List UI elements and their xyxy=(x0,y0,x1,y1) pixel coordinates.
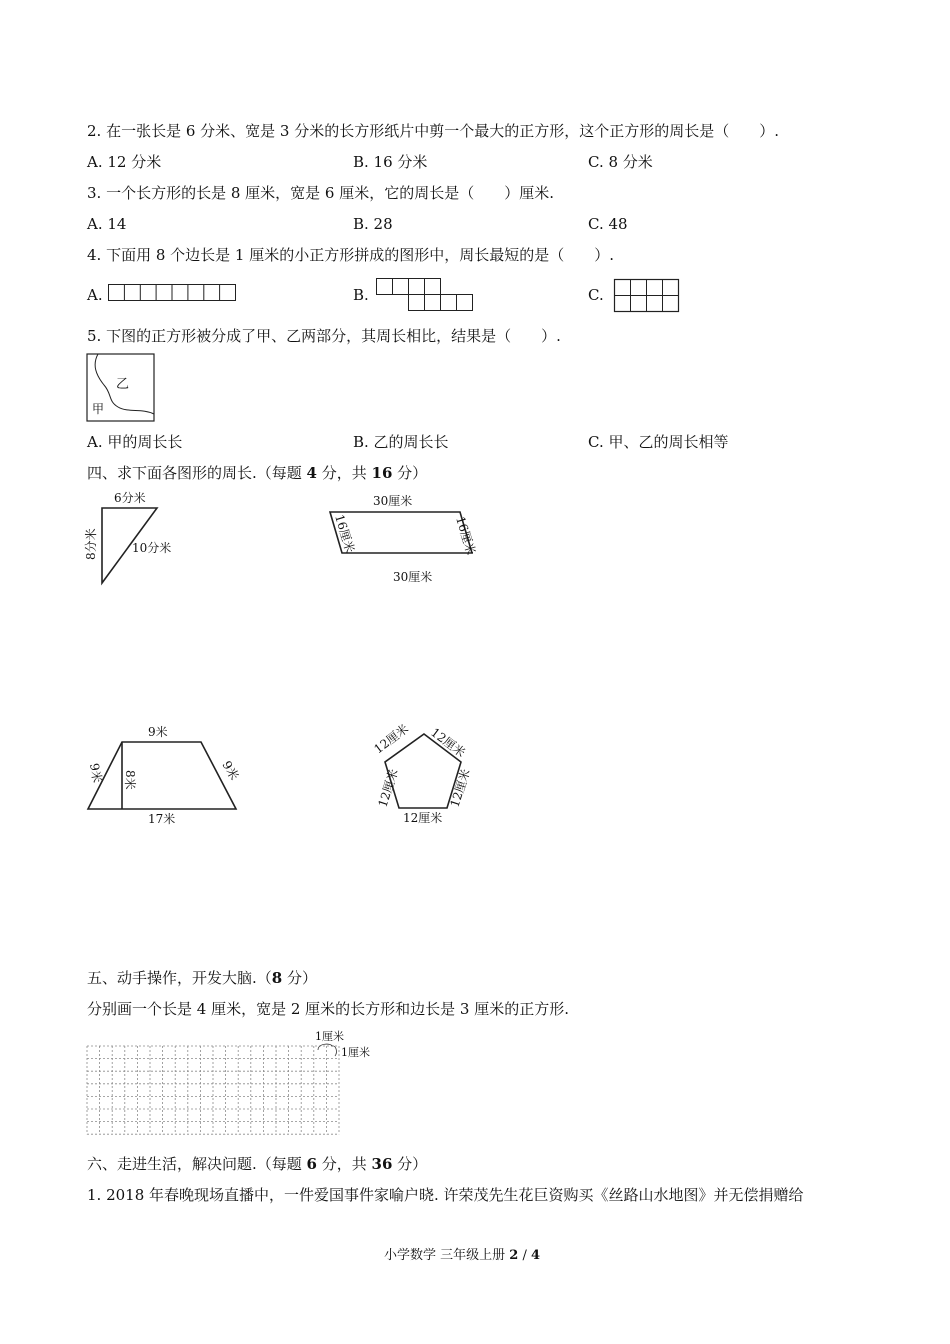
trapezoid-figure xyxy=(80,722,250,828)
triangle-hyp-label: 10分米 xyxy=(132,541,172,555)
q5-option-c: C. 甲、乙的周长相等 xyxy=(588,433,729,451)
q3-option-a: A. 14 xyxy=(87,215,127,233)
pentagon-l-label: 12厘米 xyxy=(375,767,401,809)
q2-option-c: C. 8 分米 xyxy=(588,153,653,171)
q4-option-a: A. xyxy=(87,286,103,304)
trapezoid-left-label: 9米 xyxy=(87,762,105,784)
trapezoid-right-label: 9米 xyxy=(219,758,242,783)
q4-stem: 4. 下面用 8 个边长是 1 厘米的小正方形拼成的图形中，周长最短的是（ ）. xyxy=(87,246,615,264)
q4-option-c: C. xyxy=(588,286,604,304)
pentagon-tl-label: 12厘米 xyxy=(371,721,412,757)
q4-option-b: B. xyxy=(353,286,369,304)
section5-instruction: 分别画一个长是 4 厘米，宽是 2 厘米的长方形和边长是 3 厘米的正方形. xyxy=(87,1000,570,1018)
triangle-left-label: 8分米 xyxy=(84,528,98,560)
q4-figure-a xyxy=(108,284,236,302)
q2-option-b: B. 16 分米 xyxy=(353,153,428,171)
q5-label-jia: 甲 xyxy=(92,402,105,416)
trapezoid-height-label: 8米 xyxy=(123,770,137,790)
drawing-grid xyxy=(86,1028,386,1143)
grid-label-side: 1厘米 xyxy=(341,1046,370,1059)
parallelogram-left-label: 16厘米 xyxy=(332,512,358,555)
section6-title: 六、走进生活，解决问题.（每题 6 分，共 36 分） xyxy=(87,1155,428,1173)
q3-stem: 3. 一个长方形的长是 8 厘米，宽是 6 厘米，它的周长是（ ）厘米. xyxy=(87,184,555,202)
q5-option-a: A. 甲的周长长 xyxy=(87,433,183,451)
trapezoid-top-label: 9米 xyxy=(148,725,168,739)
q5-option-b: B. 乙的周长长 xyxy=(353,433,449,451)
parallelogram-top-label: 30厘米 xyxy=(373,494,413,508)
q3-option-b: B. 28 xyxy=(353,215,393,233)
q3-option-c: C. 48 xyxy=(588,215,628,233)
triangle-top-label: 6分米 xyxy=(114,491,146,505)
section4-title: 四、求下面各图形的周长.（每题 4 分，共 16 分） xyxy=(87,464,428,482)
q5-square-figure xyxy=(86,353,156,423)
section6-q1: 1. 2018 年春晚现场直播中，一件爱国事件家喻户晓. 许荣茂先生花巨资购买《丝路山水地图》并无偿捐赠给 xyxy=(87,1186,804,1204)
q5-label-yi: 乙 xyxy=(116,377,130,392)
q2-stem: 2. 在一张长是 6 分米、宽是 3 分米的长方形纸片中剪一个最大的正方形，这个正方形的周长是（ ）. xyxy=(87,122,780,140)
section5-title: 五、动手操作，开发大脑.（8 分） xyxy=(87,969,317,987)
grid-label-top: 1厘米 xyxy=(315,1030,344,1043)
pentagon-b-label: 12厘米 xyxy=(403,811,443,825)
parallelogram-right-label: 16厘米 xyxy=(453,514,479,557)
pentagon-figure xyxy=(366,722,486,832)
q4-figure-c xyxy=(614,279,680,313)
parallelogram-bottom-label: 30厘米 xyxy=(393,570,433,584)
parallelogram-figure xyxy=(318,488,488,588)
q2-option-a: A. 12 分米 xyxy=(87,153,162,171)
triangle-figure xyxy=(80,488,190,588)
page-footer: 小学数学 三年级上册 2 / 4 xyxy=(384,1248,541,1263)
q4-figure-b xyxy=(376,278,476,314)
q5-stem: 5. 下图的正方形被分成了甲、乙两部分，其周长相比，结果是（ ）. xyxy=(87,327,561,345)
pentagon-tr-label: 12厘米 xyxy=(428,725,468,761)
trapezoid-bottom-label: 17米 xyxy=(148,812,176,826)
pentagon-r-label: 12厘米 xyxy=(447,767,473,809)
